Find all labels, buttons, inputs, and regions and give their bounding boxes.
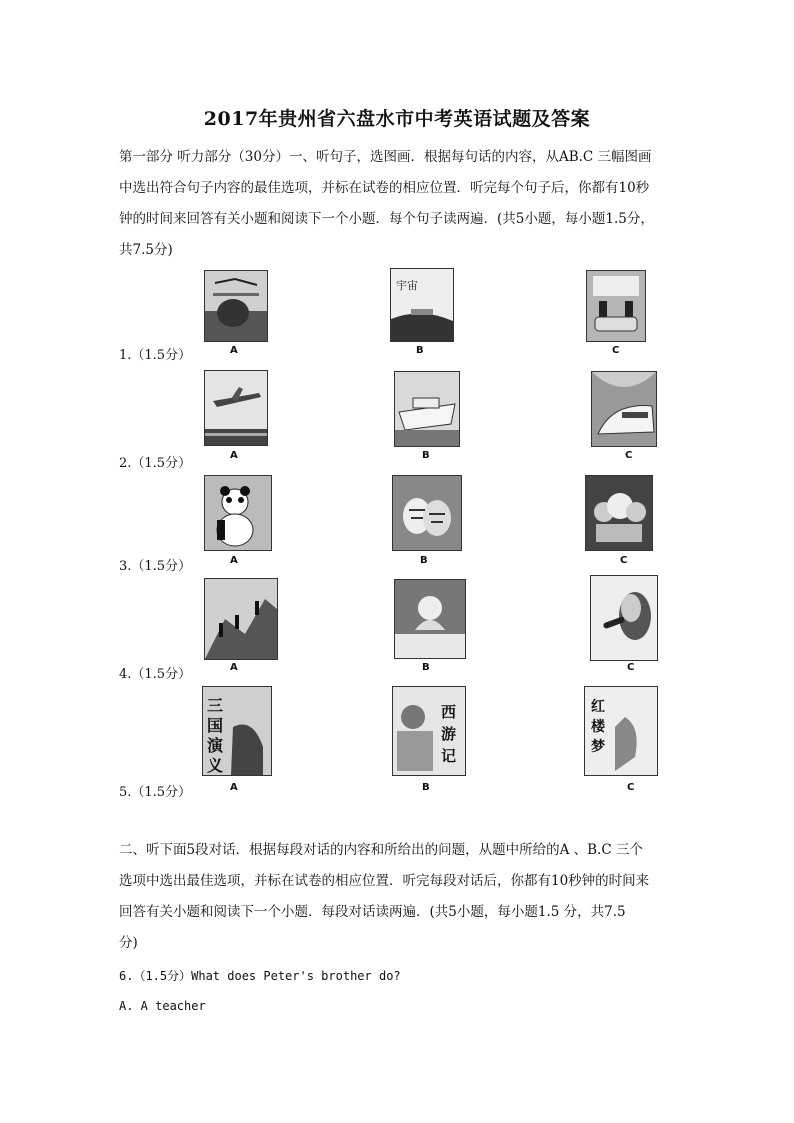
cruise-ship-image: [394, 371, 460, 447]
cover-title-char: 三: [207, 696, 224, 715]
xi-you-ji-cover-image: [392, 686, 466, 776]
instruction-line: 钟的时间来回答有关小题和阅读下一个小题．每个句子读两遍．(共5小题，每小题1.5分，: [119, 211, 654, 227]
option-c-caption: C: [625, 450, 633, 461]
option-c-caption: C: [620, 555, 628, 566]
instruction-line: 选项中选出最佳选项，并标在试卷的相应位置．听完每段对话后，你都有10秒钟的时间来: [119, 873, 650, 889]
cover-title-char: 国: [207, 716, 224, 735]
question-4-label: 4.（1.5分）: [119, 667, 192, 682]
section2-instructions: [119, 835, 679, 959]
instruction-line: 二、听下面5段对话．根据每段对话的内容和所给出的问题，从题中所给的A 、B.C 三个: [119, 842, 643, 858]
airplane-image: [204, 370, 268, 446]
option-c-caption: C: [612, 345, 620, 356]
cover-title-char: 西: [441, 703, 457, 721]
option-a-caption: A: [230, 555, 238, 566]
option-a-caption: A: [230, 662, 238, 673]
cover-title-char: 演: [207, 736, 224, 755]
option-c-caption: C: [627, 662, 635, 673]
high-speed-train-image: [591, 371, 657, 447]
instruction-line: 分): [119, 935, 138, 951]
option-c-caption: C: [627, 782, 635, 793]
white-tigers-image: [392, 475, 462, 551]
question-3-label: 3.（1.5分）: [119, 559, 192, 574]
question-6-stem: 6.（1.5分）What does Peter's brother do?: [119, 969, 401, 983]
option-b-caption: B: [422, 450, 430, 461]
instruction-line: 共7.5分): [119, 242, 173, 258]
hong-lou-meng-cover-image: [584, 686, 658, 776]
kungfu-movie-poster-image: [390, 268, 454, 342]
question-5-label: 5.（1.5分）: [119, 785, 192, 800]
option-a-caption: A: [230, 345, 238, 356]
option-a-caption: A: [230, 450, 238, 461]
panda-image: [204, 475, 272, 551]
cover-title-char: 楼: [591, 719, 605, 735]
question-2-label: 2.（1.5分）: [119, 456, 192, 471]
singer-with-microphone-image: [590, 575, 658, 661]
climbers-on-mountain-image: [204, 578, 278, 660]
question-1-label: 1.（1.5分）: [119, 348, 192, 363]
option-b-caption: B: [422, 662, 430, 673]
svg-text:宇宙: 宇宙: [396, 279, 418, 292]
cover-title-char: 游: [441, 725, 457, 743]
option-a-caption: A: [230, 782, 238, 793]
question-6-option-a: A. A teacher: [119, 999, 206, 1013]
san-guo-yan-yi-cover-image: [202, 686, 272, 776]
option-b-caption: B: [420, 555, 428, 566]
option-b-caption: B: [416, 345, 424, 356]
lions-image: [585, 475, 653, 551]
cover-title-char: 梦: [591, 739, 605, 755]
instruction-line: 第一部分 听力部分（30分）一、听句子，选图画．根据每句话的内容，从AB.C 三幅图画: [119, 149, 652, 165]
cover-title-char: 记: [441, 747, 457, 765]
instruction-line: 中选出符合句子内容的最佳选项，并标在试卷的相应位置．听完每个句子后，你都有10秒: [119, 180, 650, 196]
meditation-on-water-image: [394, 579, 466, 659]
instruction-line: 回答有关小题和阅读下一个小题．每段对话读两遍．(共5小题，每小题1.5 分，共7.5: [119, 904, 626, 920]
wildlife-movie-poster-image: [204, 270, 268, 342]
cover-title-char: 红: [591, 699, 605, 715]
car-poster-image: [586, 270, 646, 342]
cover-title-char: 义: [207, 756, 224, 775]
option-b-caption: B: [422, 782, 430, 793]
section1-instructions: [119, 142, 679, 266]
page-title: 2017年贵州省六盘水市中考英语试题及答案: [203, 108, 591, 130]
